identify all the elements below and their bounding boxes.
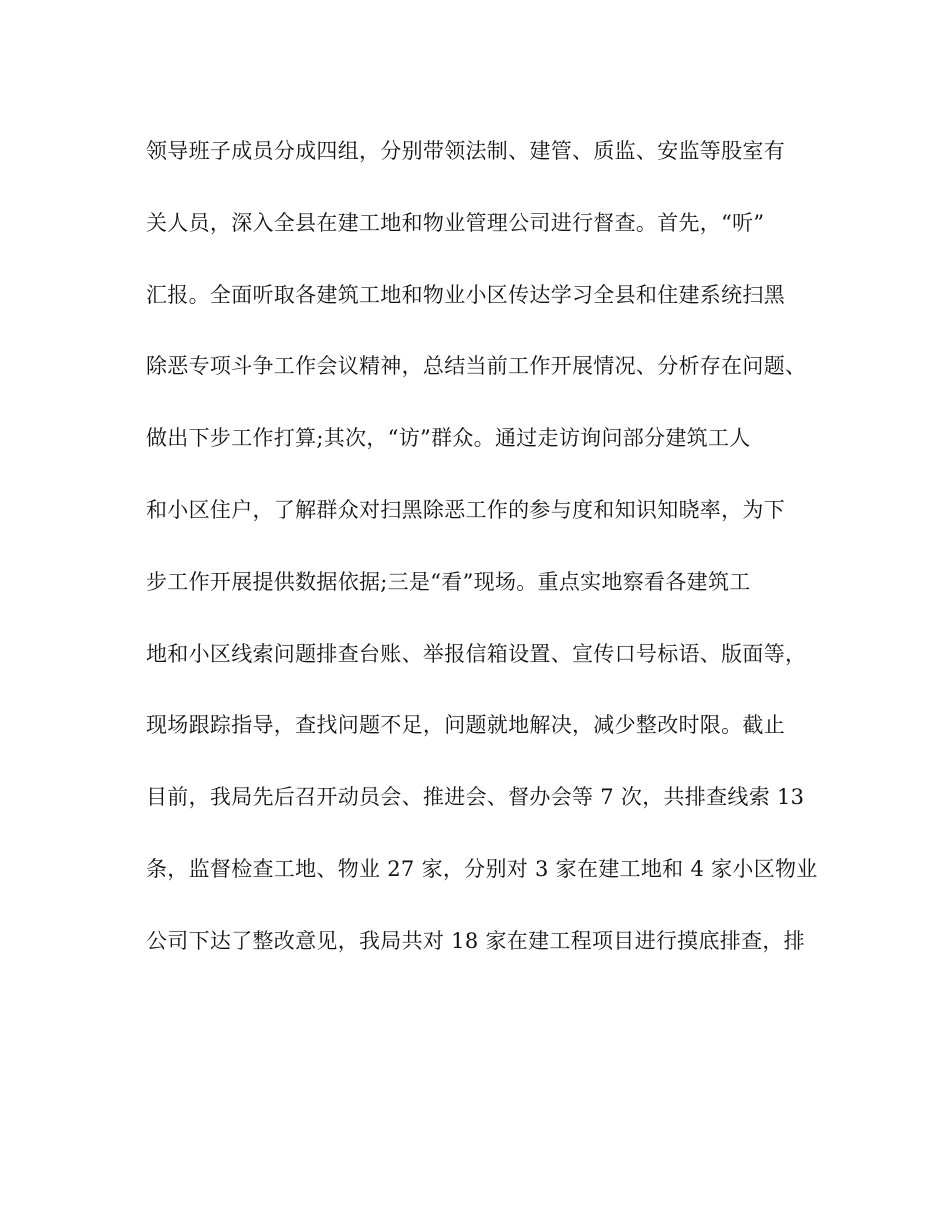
text-line-6: 和小区住户，了解群众对扫黑除恶工作的参与度和知识知晓率，为下 [146,497,785,522]
text-line-12: 公司下达了整改意见，我局共对 18 家在建工程项目进行摸底排查，排 [146,928,805,953]
document-body [146,141,816,1003]
text-line-4: 除恶专项斗争工作会议精神，总结当前工作开展情况、分析存在问题、 [146,354,807,379]
text-line-10: 目前，我局先后召开动员会、推进会、督办会等 7 次，共排查线索 13 [146,785,805,810]
text-line-7: 步工作开展提供数据依据;三是“看”现场。重点实地察看各建筑工 [146,569,751,594]
text-line-8: 地和小区线索问题排查台账、举报信箱设置、宣传口号标语、版面等， [146,641,807,666]
text-line-3: 汇报。全面听取各建筑工地和物业小区传达学习全县和住建系统扫黑 [146,282,785,307]
text-line-2: 关人员，深入全县在建工地和物业管理公司进行督查。首先，“听” [146,210,765,235]
text-line-1: 领导班子成员分成四组，分别带领法制、建管、质监、安监等股室有 [146,139,785,163]
text-line-11: 条，监督检查工地、物业 27 家，分别对 3 家在建工地和 4 家小区物业 [146,856,818,881]
text-line-5: 做出下步工作打算;其次，“访”群众。通过走访询问部分建筑工人 [146,426,751,451]
text-line-9: 现场跟踪指导，查找问题不足，问题就地解决，减少整改时限。截止 [146,713,785,738]
